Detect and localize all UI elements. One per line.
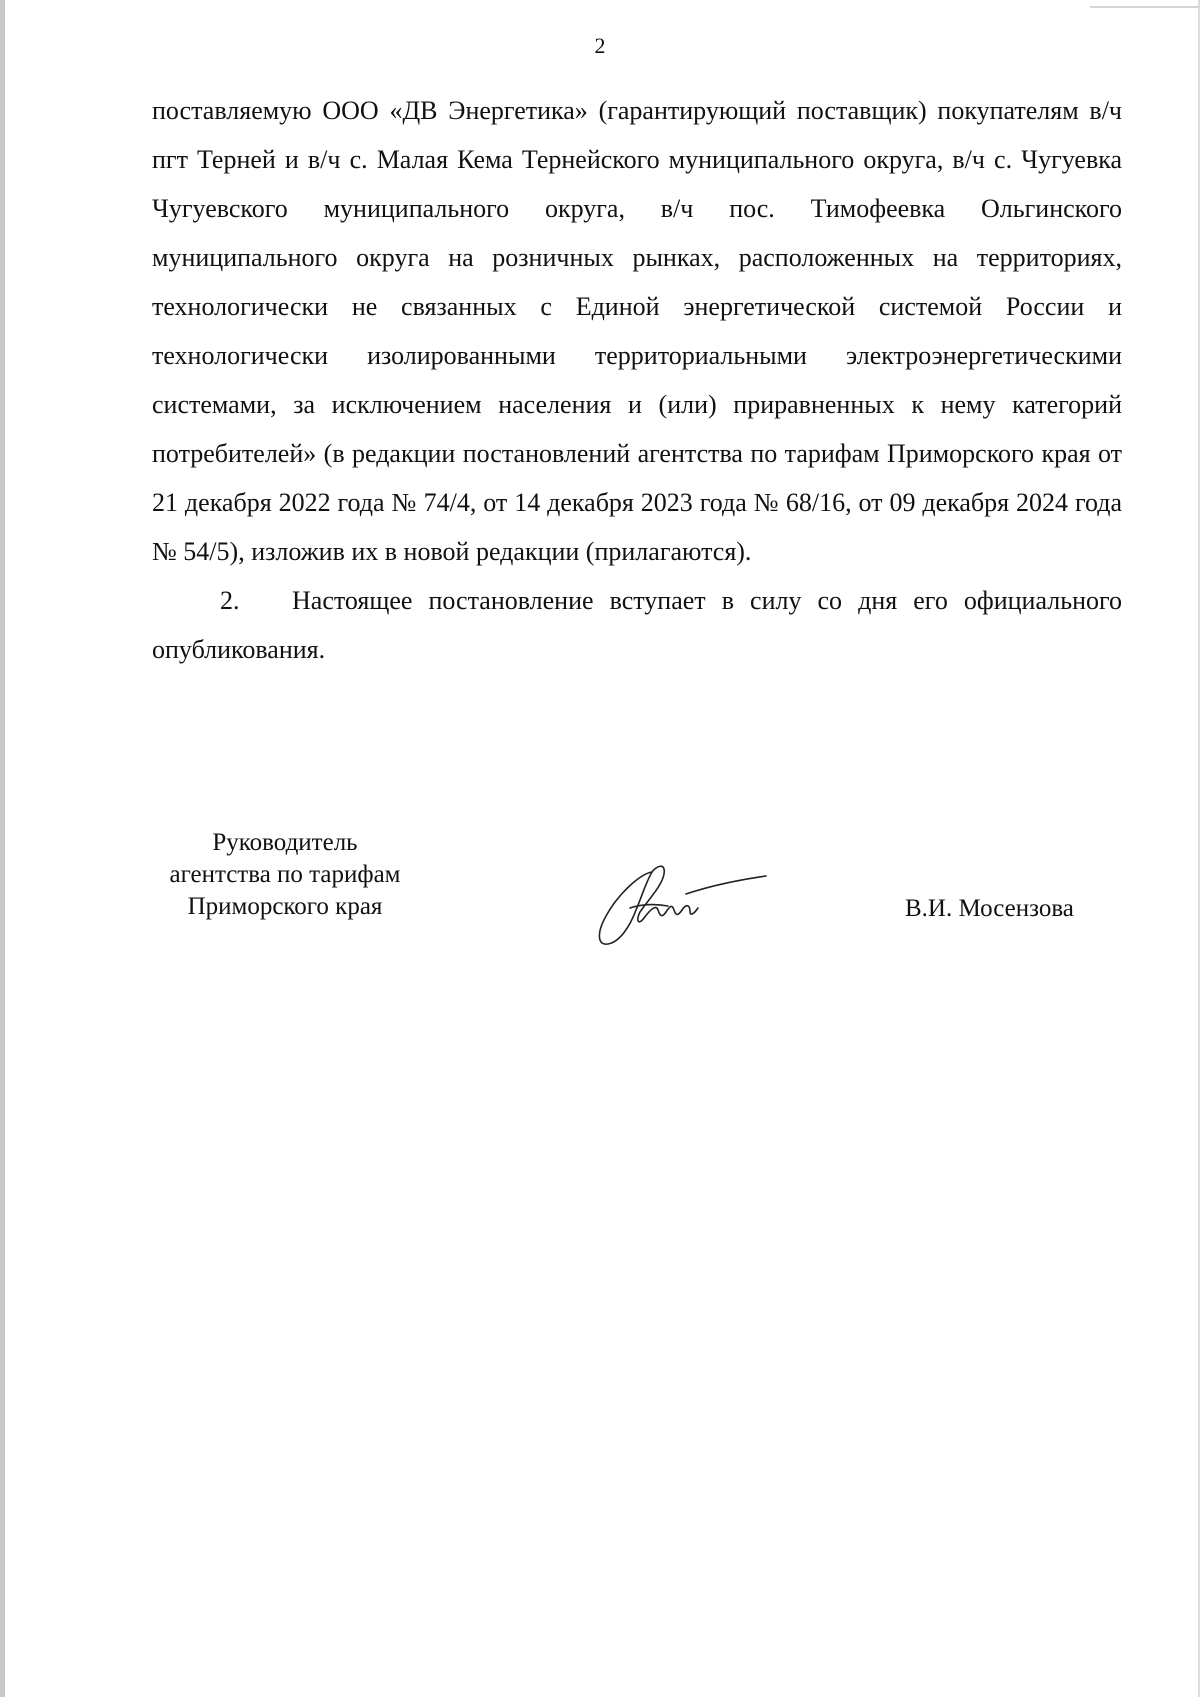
signatory-title-line-1: Руководитель [212,829,358,856]
signatory-name: В.И. Мосензова [905,895,1074,922]
scan-corner-mark [1090,6,1200,8]
document-body [152,86,1122,674]
item-text: Настоящее постановление вступает в силу со дня его официального опубликования. [152,586,1122,664]
paragraph-item-2 [152,576,1122,674]
signatory-title [140,827,430,923]
paragraph-continuation: поставляемую ООО «ДВ Энергетика» (гарантирующий поставщик) покупателям в/ч пгт Терней и в/ч с. Малая Кема Тернейского муниципального округа, в/ч с. Чугуевка Чугуевского муниципального округа, в/ч пос. Тимофеевка Ольгинского муниципального округа на розничных рынках, расположенных на территориях, технологически не связанных с Единой энергетической системой России и технологически изолированными территориальными электроэнергетическими системами, за исключением населения и (или) приравненных к нему категорий потребителей» (в редакции постановлений агентства по тарифам Приморского края от 21 декабря 2022 года № 74/4, от 14 декабря 2023 года № 68/16, от 09 декабря 2024 года № 54/5), изложив их в новой редакции (прилагаются). [152,96,1122,566]
page-number: 2 [594,33,606,58]
item-number: 2. [220,586,240,615]
signatory-title-line-2: агентства по тарифам [169,861,401,888]
signatory-title-line-3: Приморского края [187,893,383,920]
scan-edge-left [0,0,5,1697]
handwritten-signature [590,852,770,952]
